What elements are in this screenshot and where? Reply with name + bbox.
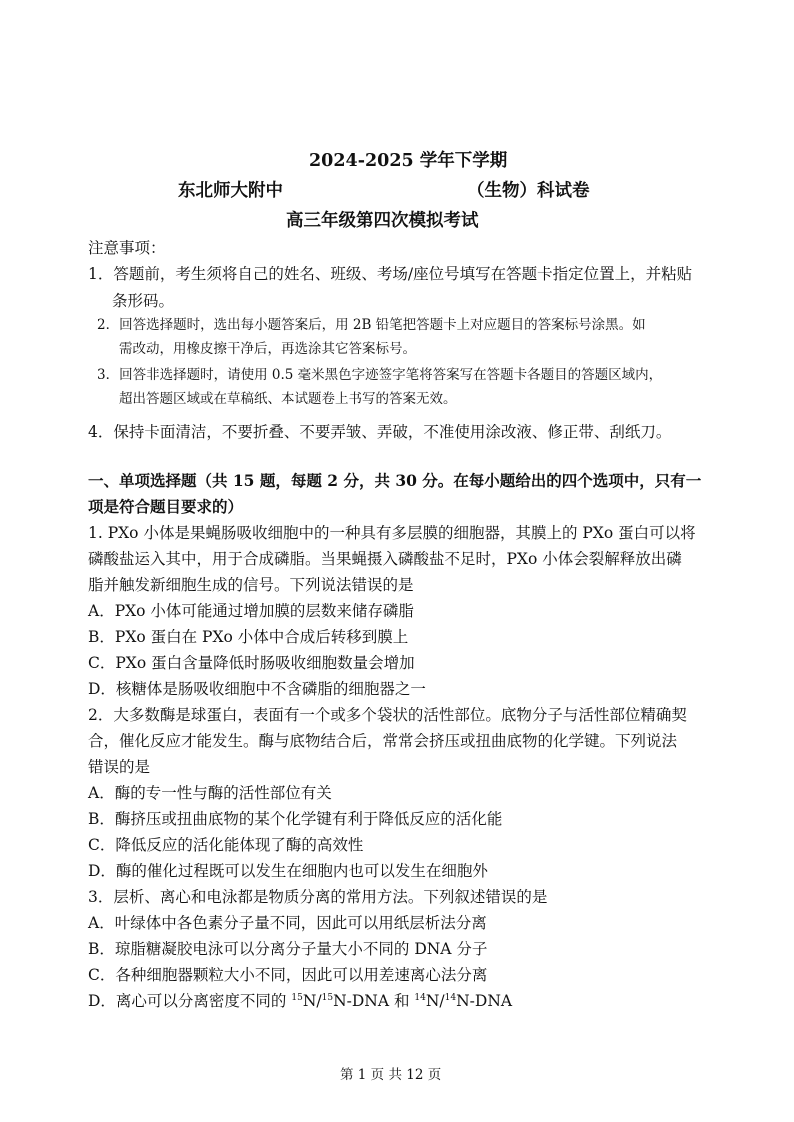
q1-stem-line-1: 1. PXo 小体是果蝇肠吸收细胞中的一种具有多层膜的细胞器，其膜上的 PXo 蛋白可以将 — [88, 524, 696, 542]
notice-item-2: 2．回答选择题时，选出每小题答案后，用 2B 铅笔把答题卡上对应题目的答案标号涂黑。如 — [97, 317, 646, 333]
q1-option-d: D．核糖体是肠吸收细胞中不含磷脂的细胞器之一 — [88, 680, 426, 698]
q3-option-d — [88, 989, 512, 1011]
notice-item-4: 4．保持卡面清洁，不要折叠、不要弄皱、弄破，不准使用涂改液、修正带、刮纸刀。 — [88, 423, 672, 441]
header-year-term: 2024-2025 学年下学期 — [309, 151, 508, 171]
q2-option-c: C．降低反应的活化能体现了酶的高效性 — [88, 836, 364, 854]
q3-option-d-text-5: N-DNA — [456, 992, 513, 1010]
q3-option-d-sup-4: 14 — [444, 992, 457, 1003]
notice-item-1-cont: 条形码。 — [112, 292, 175, 310]
section-heading: 一、单项选择题（共 15 题，每题 2 分，共 30 分。在每小题给出的四个选项中，只有一 — [88, 471, 702, 490]
header-subject: （生物）科试卷 — [467, 181, 590, 201]
page-footer: 第 1 页 共 12 页 — [340, 1067, 442, 1083]
q3-option-d-text-4: N/ — [425, 992, 445, 1010]
q3-option-d-text-3: N-DNA 和 — [333, 992, 415, 1010]
q2-option-b: B．酶挤压或扭曲底物的某个化学键有利于降低反应的活化能 — [88, 810, 503, 828]
notice-item-1: 1．答题前，考生须将自己的姓名、班级、考场/座位号填写在答题卡指定位置上，并粘贴 — [88, 265, 693, 283]
q1-option-c: C．PXo 蛋白含量降低时肠吸收细胞数量会增加 — [88, 654, 415, 672]
q2-option-d: D．酶的催化过程既可以发生在细胞内也可以发生在细胞外 — [88, 862, 488, 880]
q2-option-a: A．酶的专一性与酶的活性部位有关 — [88, 784, 332, 802]
q3-option-a: A．叶绿体中各色素分子量不同，因此可以用纸层析法分离 — [88, 914, 487, 932]
q1-stem-line-3: 脂并触发新细胞生成的信号。下列说法错误的是 — [88, 576, 414, 594]
q3-option-b: B．琼脂糖凝胶电泳可以分离分子量大小不同的 DNA 分子 — [88, 940, 488, 958]
q1-stem-line-2: 磷酸盐运入其中，用于合成磷脂。当果蝇摄入磷酸盐不足时，PXo 小体会裂解释放出磷 — [88, 550, 682, 568]
notice-item-2-cont: 需改动，用橡皮擦干净后，再选涂其它答案标号。 — [119, 341, 416, 357]
q3-stem: 3．层析、离心和电泳都是物质分离的常用方法。下列叙述错误的是 — [88, 888, 548, 906]
q2-stem-line-1: 2．大多数酶是球蛋白，表面有一个或多个袋状的活性部位。底物分子与活性部位精确契 — [88, 706, 687, 724]
header-school: 东北师大附中 — [178, 181, 283, 201]
header-exam: 高三年级第四次模拟考试 — [286, 211, 479, 231]
q3-option-d-text-2: N/ — [302, 992, 322, 1010]
q3-option-d-sup-2: 15 — [321, 992, 334, 1003]
section-heading-cont: 项是符合题目要求的） — [88, 497, 244, 516]
notice-item-3-cont: 超出答题区域或在草稿纸、本试题卷上书写的答案无效。 — [119, 391, 457, 407]
q1-option-a: A．PXo 小体可能通过增加膜的层数来储存磷脂 — [88, 602, 414, 620]
q2-stem-line-3: 错误的是 — [88, 758, 151, 776]
notice-item-3: 3．回答非选择题时，请使用 0.5 毫米黑色字迹签字笔将答案写在答题卡各题目的答题区域内， — [97, 367, 663, 383]
q3-option-d-text-1: D．离心可以分离密度不同的 — [88, 992, 292, 1010]
q2-stem-line-2: 合，催化反应才能发生。酶与底物结合后，常常会挤压或扭曲底物的化学键。下列说法 — [88, 732, 678, 750]
q3-option-d-sup-1: 15 — [291, 992, 303, 1003]
q1-option-b: B．PXo 蛋白在 PXo 小体中合成后转移到膜上 — [88, 628, 409, 646]
q3-option-c: C．各种细胞器颗粒大小不同，因此可以用差速离心法分离 — [88, 966, 488, 984]
q3-option-d-sup-3: 14 — [414, 992, 426, 1003]
notice-heading: 注意事项： — [88, 239, 166, 257]
